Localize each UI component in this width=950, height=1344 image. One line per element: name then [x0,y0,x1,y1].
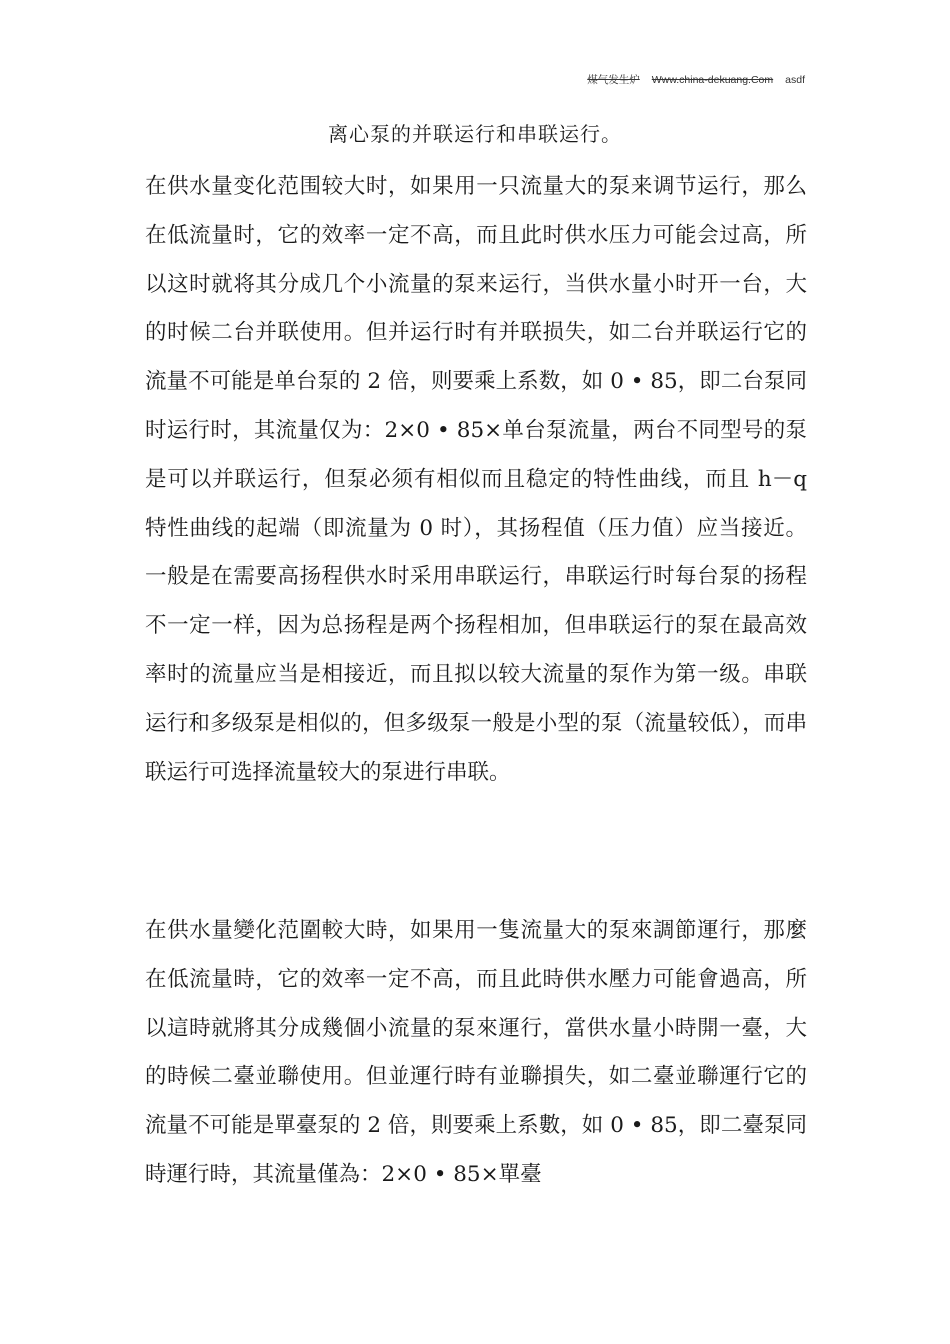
paragraph-simplified: 在供水量变化范围较大时，如果用一只流量大的泵来调节运行，那么在低流量时，它的效率一定不高，而且此时供水压力可能会过高，所以这时就将其分成几个小流量的泵来运行，当供水量小时开一台，大的时候二台并联使用。但并运行时有并联损失，如二台并联运行它的流量不可能是单台泵的 2 倍，则要乘上系数，如 0 • 85，即二台泵同时运行时，其流量仅为：2×0 • 85×单台泵流量，两台不同型号的泵是可以并联运行，但泵必须有相似而且稳定的特性曲线，而且 h－q 特性曲线的起端（即流量为 0 时），其扬程值（压力值）应当接近。 一般是在需要高扬程供水时采用串联运行，串联运行时每台泵的扬程不一定一样，因为总扬程是两个扬程相加，但串联运行的泵在最高效率时的流量应当是相接近，而且拟以较大流量的泵作为第一级。串联运行和多级泵是相似的，但多级泵一般是小型的泵（流量较低），而串联运行可选择流量较大的泵进行串联。 [145,174,807,785]
header-brand: 煤气发生炉 [587,74,640,86]
header-url: Www.china-dekuang.Com [651,74,774,86]
paragraph-traditional: 在供水量變化范圍較大時，如果用一隻流量大的泵來調節運行，那麼在低流量時，它的效率一定不高，而且此時供水壓力可能會過高，所以這時就將其分成幾個小流量的泵來運行，當供水量小時開一臺，大的時候二臺並聯使用。但並運行時有並聯損失，如二臺並聯運行它的流量不可能是單臺泵的 2 倍，則要乘上系數，如 0 • 85，即二臺泵同時運行時，其流量僅為：2×0 • 85×單臺 [145,918,807,1187]
page-header [587,72,805,87]
document-title: 离心泵的并联运行和串联运行。 [328,122,622,146]
header-tag: asdf [785,74,805,86]
